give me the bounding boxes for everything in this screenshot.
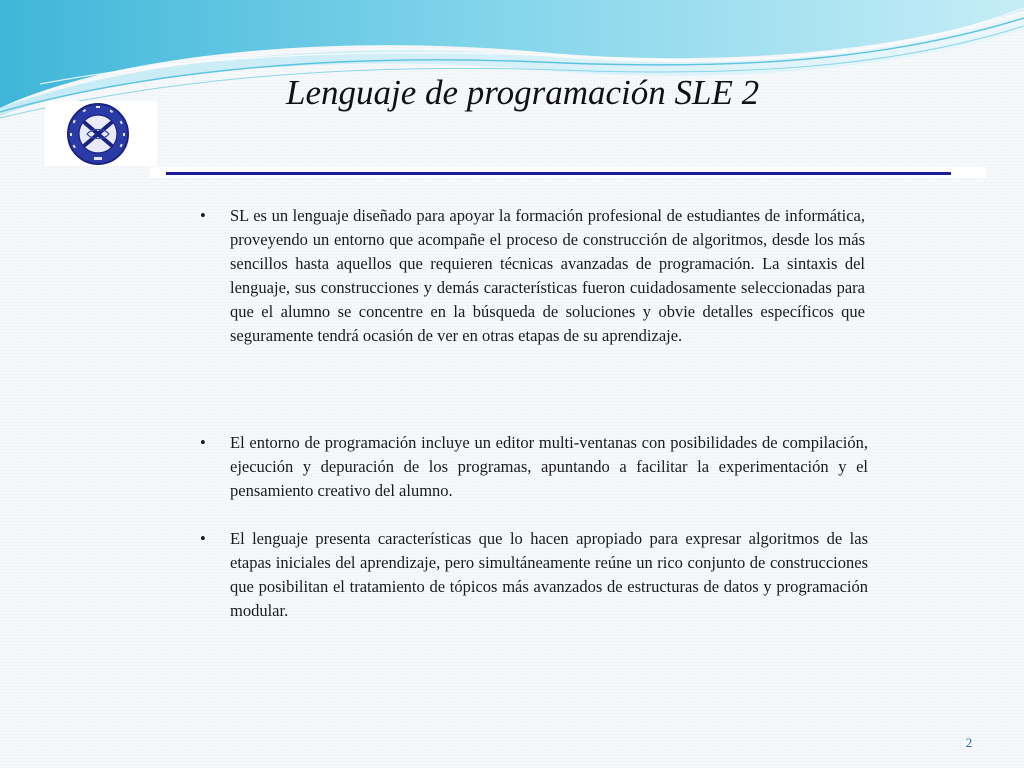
bullet-text: El lenguaje presenta características que lo hacen apropiado para expresar algoritmos de las etapas iniciales del aprendizaje, pero simultáneamente reúne un rico conjunto de construcciones que posibilitan el tratamiento de tópicos más avanzados de estructuras de datos y programación modular. xyxy=(230,529,868,620)
bullet-item xyxy=(200,527,868,623)
bullet-item xyxy=(200,204,868,348)
bullet-marker: • xyxy=(200,206,206,225)
bullet-text: SL es un lenguaje diseñado para apoyar la formación profesional de estudiantes de informática, proveyendo un entorno que acompañe el proceso de construcción de algoritmos, desde los más sencillos hasta aquellos que requieren técnicas avanzadas de programación. La sintaxis del lenguaje, sus construcciones y demás características fueron cuidadosamente seleccionadas para que el alumno se concentre en la búsqueda de soluciones y obvie detalles específicos que seguramente tendrá ocasión de ver en otras etapas de su aprendizaje. xyxy=(230,206,865,345)
bullet-marker: • xyxy=(200,433,206,452)
bullet-marker: • xyxy=(200,529,206,548)
bullet-item xyxy=(200,431,868,503)
slide-title: Lenguaje de programación SLE 2 xyxy=(286,73,760,112)
bullet-text: El entorno de programación incluye un editor multi-ventanas con posibilidades de compilación, ejecución y depuración de los programas, apuntando a facilitar la experimentación y el pensamiento creativo del alumno. xyxy=(230,433,868,500)
page-number: 2 xyxy=(965,735,973,750)
